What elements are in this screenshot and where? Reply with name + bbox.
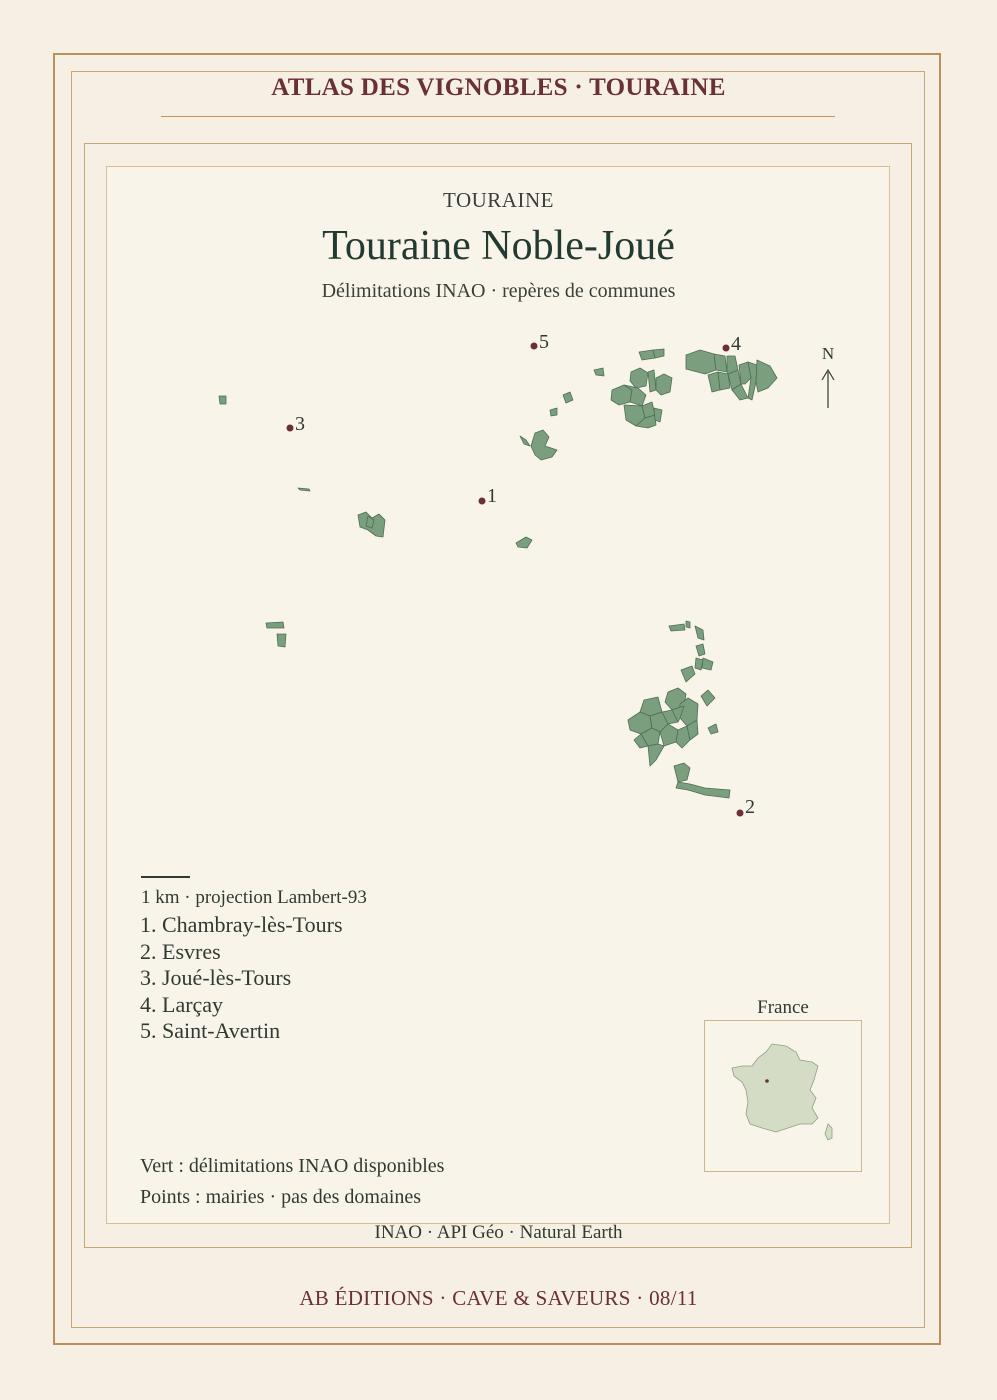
parcel [277, 634, 286, 647]
parcel [594, 368, 604, 376]
parcel [531, 430, 557, 460]
note-green: Vert : délimitations INAO disponibles [140, 1155, 445, 1177]
parcel [266, 622, 284, 628]
parcel [648, 370, 656, 392]
legend-item: 3. Joué-lès-Tours [140, 965, 292, 990]
parcel [639, 350, 655, 360]
parcel [656, 374, 672, 395]
map-title: Touraine Noble-Joué [322, 223, 675, 269]
region-label: TOURAINE [443, 188, 554, 212]
parcel [686, 350, 716, 374]
parcel [674, 763, 690, 782]
commune-marker-labels [295, 331, 755, 818]
legend-item: 4. Larçay [140, 991, 224, 1017]
scale-label: 1 km · projection Lambert-93 [141, 887, 367, 908]
parcel [708, 724, 718, 734]
parcel [654, 408, 662, 422]
marker-dot-4 [723, 345, 730, 352]
parcel [648, 744, 664, 766]
parcel [563, 392, 573, 403]
parcel [702, 658, 713, 670]
marker-label-2: 2 [745, 796, 755, 818]
parcel [630, 368, 648, 388]
marker-label-5: 5 [539, 331, 549, 353]
atlas-header-title: ATLAS DES VIGNOBLES · TOURAINE [271, 74, 726, 101]
legend-item: 1. Chambray-lès-Tours [140, 912, 343, 937]
parcel [714, 354, 727, 372]
commune-legend [140, 912, 343, 1045]
parcel [756, 360, 777, 392]
sources-credit: INAO · API Géo · Natural Earth [374, 1222, 623, 1243]
marker-label-1: 1 [487, 485, 497, 507]
scale-bar [141, 876, 190, 878]
parcel [676, 782, 730, 798]
parcel [653, 349, 664, 358]
parcel [516, 537, 532, 548]
parcel [669, 624, 685, 631]
legend-item: 2. Esvres [140, 938, 221, 964]
parcel [696, 644, 705, 656]
parcel [550, 408, 557, 416]
parcel [219, 396, 226, 404]
inset-frame [704, 1020, 862, 1172]
note-points: Points : mairies · pas des domaines [140, 1186, 422, 1208]
north-arrow-icon [822, 370, 834, 408]
parcel [298, 488, 310, 491]
marker-dot-5 [531, 343, 538, 350]
footer-credit: AB ÉDITIONS · CAVE & SAVEURS · 08/11 [299, 1286, 698, 1310]
parcel [686, 621, 690, 628]
marker-dot-1 [479, 498, 486, 505]
inset-label: France [757, 997, 809, 1018]
commune-markers [287, 343, 744, 817]
north-label: N [821, 344, 835, 363]
map-subtitle: Délimitations INAO · repères de communes [321, 280, 676, 302]
parcel [695, 626, 704, 640]
marker-label-3: 3 [295, 413, 305, 435]
marker-dot-3 [287, 425, 294, 432]
parcel [701, 690, 715, 706]
parcel [681, 666, 695, 682]
marker-dot-2 [737, 810, 744, 817]
marker-label-4: 4 [731, 333, 741, 355]
legend-item: 5. Saint-Avertin [140, 1018, 281, 1043]
parcel [520, 436, 530, 446]
